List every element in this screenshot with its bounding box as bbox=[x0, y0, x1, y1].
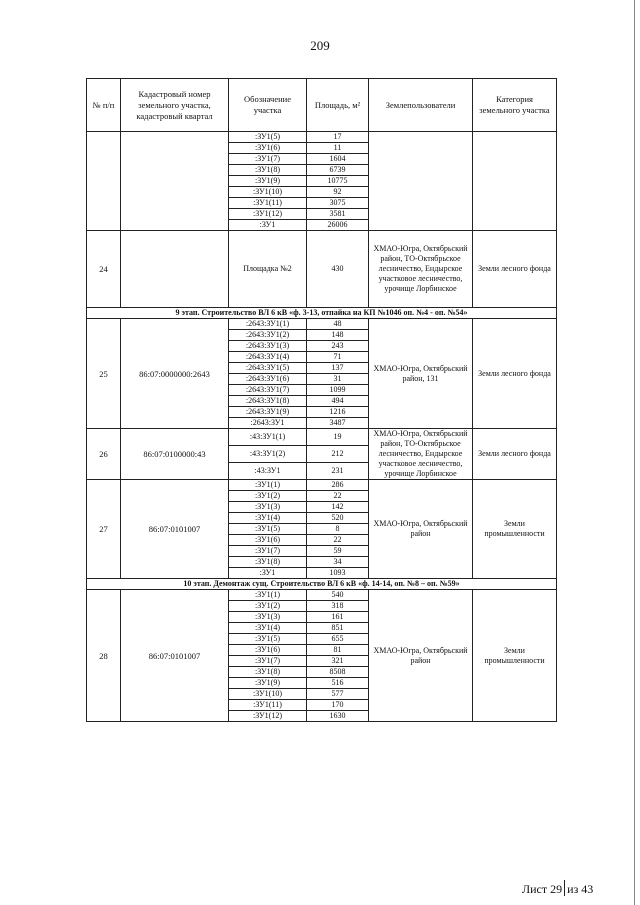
plot-area: 161 bbox=[307, 612, 369, 623]
plot-area: 22 bbox=[307, 491, 369, 502]
plot-designation: :ЗУ1(5) bbox=[229, 524, 307, 535]
plot-area: 10775 bbox=[307, 176, 369, 187]
plot-area: 1099 bbox=[307, 385, 369, 396]
header-category: Категория земельного участка bbox=[473, 79, 557, 132]
plot-area: 516 bbox=[307, 678, 369, 689]
plot-designation: :ЗУ1(8) bbox=[229, 557, 307, 568]
plot-area: 321 bbox=[307, 656, 369, 667]
plot-designation: :ЗУ1(8) bbox=[229, 667, 307, 678]
plot-designation: :ЗУ1(6) bbox=[229, 143, 307, 154]
plot-area: 231 bbox=[307, 463, 369, 480]
table-row bbox=[87, 590, 557, 601]
plot-designation: :ЗУ1(9) bbox=[229, 176, 307, 187]
cadastral-number: 86:07:0000000:2643 bbox=[121, 319, 229, 429]
plot-area: 71 bbox=[307, 352, 369, 363]
plot-area: 22 bbox=[307, 535, 369, 546]
page-margin-line bbox=[634, 0, 635, 905]
sheet-footer bbox=[522, 880, 593, 897]
plot-designation: :ЗУ1(9) bbox=[229, 678, 307, 689]
cadastral-number bbox=[121, 231, 229, 308]
plot-area: 851 bbox=[307, 623, 369, 634]
row-number: 26 bbox=[87, 429, 121, 480]
plot-designation: :ЗУ1(7) bbox=[229, 154, 307, 165]
plot-designation: :ЗУ1(3) bbox=[229, 612, 307, 623]
plot-designation: :ЗУ1(11) bbox=[229, 198, 307, 209]
plot-designation: :2643:ЗУ1(2) bbox=[229, 330, 307, 341]
land-plots-table bbox=[86, 78, 557, 722]
plot-designation: :ЗУ1(2) bbox=[229, 491, 307, 502]
plot-area: 92 bbox=[307, 187, 369, 198]
land-category: Земли лесного фонда bbox=[473, 429, 557, 480]
plot-designation: :ЗУ1(10) bbox=[229, 689, 307, 700]
plot-designation: :43:ЗУ1(2) bbox=[229, 446, 307, 463]
plot-designation: :43:ЗУ1(1) bbox=[229, 429, 307, 446]
plot-area: 34 bbox=[307, 557, 369, 568]
plot-designation: :2643:ЗУ1(9) bbox=[229, 407, 307, 418]
plot-designation: :2643:ЗУ1(5) bbox=[229, 363, 307, 374]
plot-designation: :ЗУ1(3) bbox=[229, 502, 307, 513]
plot-designation: :ЗУ1(6) bbox=[229, 535, 307, 546]
stage-heading: 9 этап. Строительство ВЛ 6 кВ «ф. 3-13, отпайка на КП №1046 оп. №4 - оп. №54» bbox=[87, 308, 557, 319]
cadastral-number: 86:07:0101007 bbox=[121, 590, 229, 722]
plot-area: 1216 bbox=[307, 407, 369, 418]
plot-designation: :ЗУ1(7) bbox=[229, 546, 307, 557]
table-header-row bbox=[87, 79, 557, 132]
plot-designation: :ЗУ1(12) bbox=[229, 711, 307, 722]
land-category: Земли лесного фонда bbox=[473, 319, 557, 429]
cadastral-number bbox=[121, 132, 229, 231]
plot-area: 59 bbox=[307, 546, 369, 557]
plot-area: 3581 bbox=[307, 209, 369, 220]
plot-area: 212 bbox=[307, 446, 369, 463]
row-number: 28 bbox=[87, 590, 121, 722]
sheet-number: Лист 29 bbox=[522, 882, 563, 896]
land-category: Земли лесного фонда bbox=[473, 231, 557, 308]
table-row bbox=[87, 231, 557, 308]
plot-area: 286 bbox=[307, 480, 369, 491]
header-users: Землепользователи bbox=[369, 79, 473, 132]
table-row bbox=[87, 480, 557, 491]
row-number: 25 bbox=[87, 319, 121, 429]
header-num: № п/п bbox=[87, 79, 121, 132]
sheet-total: из 43 bbox=[567, 882, 594, 896]
header-designation: Обозначение участка bbox=[229, 79, 307, 132]
page-number: 209 bbox=[310, 38, 330, 53]
table-row bbox=[87, 319, 557, 330]
plot-area: 520 bbox=[307, 513, 369, 524]
plot-area: 11 bbox=[307, 143, 369, 154]
land-category: Земли промышленности bbox=[473, 480, 557, 579]
plot-area: 655 bbox=[307, 634, 369, 645]
plot-designation: :2643:ЗУ1(3) bbox=[229, 341, 307, 352]
plot-designation: :2643:ЗУ1(6) bbox=[229, 374, 307, 385]
land-users: ХМАО-Югра, Октябрьский район bbox=[369, 590, 473, 722]
plot-area: 26006 bbox=[307, 220, 369, 231]
plot-designation: :2643:ЗУ1(7) bbox=[229, 385, 307, 396]
plot-area: 3075 bbox=[307, 198, 369, 209]
plot-designation: :ЗУ1(6) bbox=[229, 645, 307, 656]
plot-area: 1093 bbox=[307, 568, 369, 579]
plot-area: 3487 bbox=[307, 418, 369, 429]
plot-designation: :ЗУ1 bbox=[229, 568, 307, 579]
plot-area: 48 bbox=[307, 319, 369, 330]
plot-designation: :ЗУ1(4) bbox=[229, 513, 307, 524]
plot-area: 170 bbox=[307, 700, 369, 711]
plot-designation: :2643:ЗУ1(8) bbox=[229, 396, 307, 407]
land-users: ХМАО-Югра, Октябрьский район, ТО-Октябрьское лесничество, Ендырское участковое лесничество, урочище Лорбинское bbox=[369, 429, 473, 480]
plot-designation: :2643:ЗУ1(4) bbox=[229, 352, 307, 363]
table-row bbox=[87, 132, 557, 143]
table-row bbox=[87, 429, 557, 446]
plot-designation: :ЗУ1(12) bbox=[229, 209, 307, 220]
plot-area: 137 bbox=[307, 363, 369, 374]
header-area: Площадь, м² bbox=[307, 79, 369, 132]
plot-area: 148 bbox=[307, 330, 369, 341]
plot-designation: :ЗУ1(10) bbox=[229, 187, 307, 198]
stage-heading-row bbox=[87, 579, 557, 590]
land-users bbox=[369, 132, 473, 231]
plot-designation: :ЗУ1(8) bbox=[229, 165, 307, 176]
cadastral-number: 86:07:0100000:43 bbox=[121, 429, 229, 480]
land-category: Земли промышленности bbox=[473, 590, 557, 722]
plot-designation: :ЗУ1(1) bbox=[229, 590, 307, 601]
land-category bbox=[473, 132, 557, 231]
row-number bbox=[87, 132, 121, 231]
plot-designation: :ЗУ1(4) bbox=[229, 623, 307, 634]
plot-designation: :ЗУ1(7) bbox=[229, 656, 307, 667]
plot-area: 1604 bbox=[307, 154, 369, 165]
footer-divider bbox=[564, 880, 565, 896]
land-users: ХМАО-Югра, Октябрьский район bbox=[369, 480, 473, 579]
plot-designation: :ЗУ1 bbox=[229, 220, 307, 231]
land-users: ХМАО-Югра, Октябрьский район, 131 bbox=[369, 319, 473, 429]
plot-area: 142 bbox=[307, 502, 369, 513]
plot-area: 243 bbox=[307, 341, 369, 352]
header-cadastral: Кадастровый номер земельного участка, кадастровый квартал bbox=[121, 79, 229, 132]
plot-designation: :43:ЗУ1 bbox=[229, 463, 307, 480]
plot-area: 540 bbox=[307, 590, 369, 601]
plot-designation: :ЗУ1(5) bbox=[229, 634, 307, 645]
stage-heading: 10 этап. Демонтаж сущ. Строительство ВЛ 6 кВ «ф. 14-14, оп. №8 – оп. №59» bbox=[87, 579, 557, 590]
plot-designation: Площадка №2 bbox=[229, 231, 307, 308]
plot-designation: :ЗУ1(5) bbox=[229, 132, 307, 143]
plot-designation: :ЗУ1(11) bbox=[229, 700, 307, 711]
plot-designation: :2643:ЗУ1 bbox=[229, 418, 307, 429]
row-number: 24 bbox=[87, 231, 121, 308]
plot-area: 8 bbox=[307, 524, 369, 535]
plot-area: 494 bbox=[307, 396, 369, 407]
plot-area: 19 bbox=[307, 429, 369, 446]
plot-area: 6739 bbox=[307, 165, 369, 176]
plot-designation: :ЗУ1(1) bbox=[229, 480, 307, 491]
plot-area: 81 bbox=[307, 645, 369, 656]
stage-heading-row bbox=[87, 308, 557, 319]
plot-area: 8508 bbox=[307, 667, 369, 678]
plot-designation: :2643:ЗУ1(1) bbox=[229, 319, 307, 330]
plot-area: 1630 bbox=[307, 711, 369, 722]
plot-area: 318 bbox=[307, 601, 369, 612]
plot-area: 17 bbox=[307, 132, 369, 143]
cadastral-number: 86:07:0101007 bbox=[121, 480, 229, 579]
plot-area: 31 bbox=[307, 374, 369, 385]
plot-area: 430 bbox=[307, 231, 369, 308]
plot-area: 577 bbox=[307, 689, 369, 700]
row-number: 27 bbox=[87, 480, 121, 579]
plot-designation: :ЗУ1(2) bbox=[229, 601, 307, 612]
land-users: ХМАО-Югра, Октябрьский район, ТО-Октябрьское лесничество, Ендырское участковое лесничество, урочище Лорбинское bbox=[369, 231, 473, 308]
